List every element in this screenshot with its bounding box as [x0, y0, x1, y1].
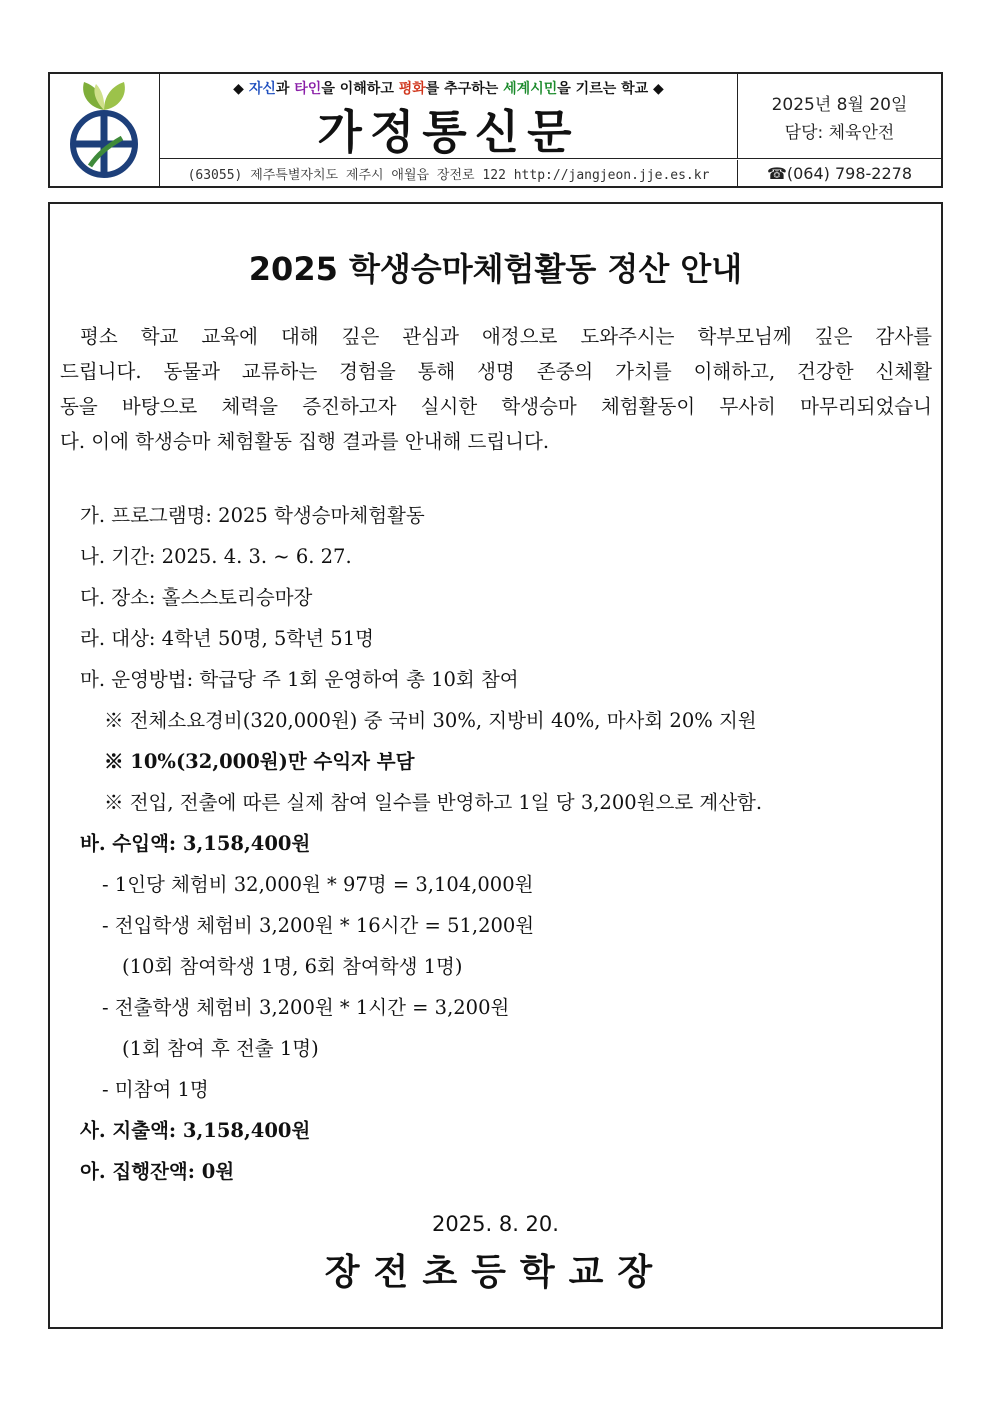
income-detail-note: (10회 참여학생 1명, 6회 참여학생 1명): [122, 955, 463, 978]
note-calculation: ※ 전입, 전출에 따른 실제 참여 일수를 반영하고 1일 당 3,200원으로 계산함.: [104, 791, 763, 814]
income-detail: - 1인당 체험비 32,000원 * 97명 = 3,104,000원: [102, 873, 534, 896]
school-phone: ☎(064) 798-2278: [737, 160, 941, 186]
intro-line: 동을 바탕으로 체력을 증진하고자 실시한 학생승마 체험활동이 무사히 마무리되었습니: [60, 395, 932, 418]
school-address: (63055) 제주특별자치도 제주시 애월읍 장전로 122 http://jangjeon.jje.es.kr: [187, 167, 710, 183]
note-beneficiary-share: ※ 10%(32,000원)만 수익자 부담: [104, 750, 415, 773]
item-operation: 마. 운영방법: 학급당 주 1회 운영하여 총 10회 참여: [80, 668, 519, 691]
income-detail: - 전출학생 체험비 3,200원 * 1시간 = 3,200원: [102, 996, 510, 1019]
income-detail-note: (1회 참여 후 전출 1명): [122, 1037, 319, 1060]
department-in-charge: 담당: 체육안전: [784, 123, 895, 143]
closing-date: 2025. 8. 20.: [432, 1212, 559, 1236]
intro-paragraph: [60, 319, 932, 459]
item-balance: 아. 집행잔액: 0원: [80, 1160, 235, 1183]
newsletter-header: [48, 72, 943, 188]
income-detail: - 미참여 1명: [102, 1078, 209, 1101]
income-detail: - 전입학생 체험비 3,200원 * 16시간 = 51,200원: [102, 914, 535, 937]
header-title-cell: [160, 74, 737, 158]
principal-signature: 장전초등학교장: [324, 1252, 667, 1293]
school-emblem-icon: [50, 74, 158, 184]
newsletter-title: 가정통신문: [317, 105, 580, 159]
header-date-cell: [737, 74, 941, 158]
logo-cell: [50, 74, 160, 186]
item-expenditure: 사. 지출액: 3,158,400원: [80, 1119, 311, 1142]
item-program-name: 가. 프로그램명: 2025 학생승마체험활동: [80, 504, 425, 527]
item-location: 다. 장소: 홀스스토리승마장: [80, 586, 313, 609]
item-target: 라. 대상: 4학년 50명, 5학년 51명: [80, 627, 374, 650]
issue-date: 2025년 8월 20일: [771, 95, 908, 115]
header-divider: [160, 158, 941, 159]
note-funding: ※ 전체소요경비(320,000원) 중 국비 30%, 지방비 40%, 마사회 20% 지원: [104, 709, 757, 732]
document-title: 2025 학생승마체험활동 정산 안내: [248, 250, 743, 288]
item-income: 바. 수입액: 3,158,400원: [80, 832, 311, 855]
school-motto: ◆ 자신과 타인을 이해하고 평화를 추구하는 세계시민을 기르는 학교 ◆: [233, 81, 664, 97]
document-body: [48, 202, 943, 1329]
intro-line: 드립니다. 동물과 교류하는 경험을 통해 생명 존중의 가치를 이해하고, 건강한 신체활: [60, 360, 932, 383]
item-period: 나. 기간: 2025. 4. 3. ~ 6. 27.: [80, 545, 352, 568]
intro-line: 평소 학교 교육에 대해 깊은 관심과 애정으로 도와주시는 학부모님께 깊은 감사를: [80, 325, 932, 348]
intro-line: 다. 이에 학생승마 체험활동 집행 결과를 안내해 드립니다.: [60, 430, 550, 453]
